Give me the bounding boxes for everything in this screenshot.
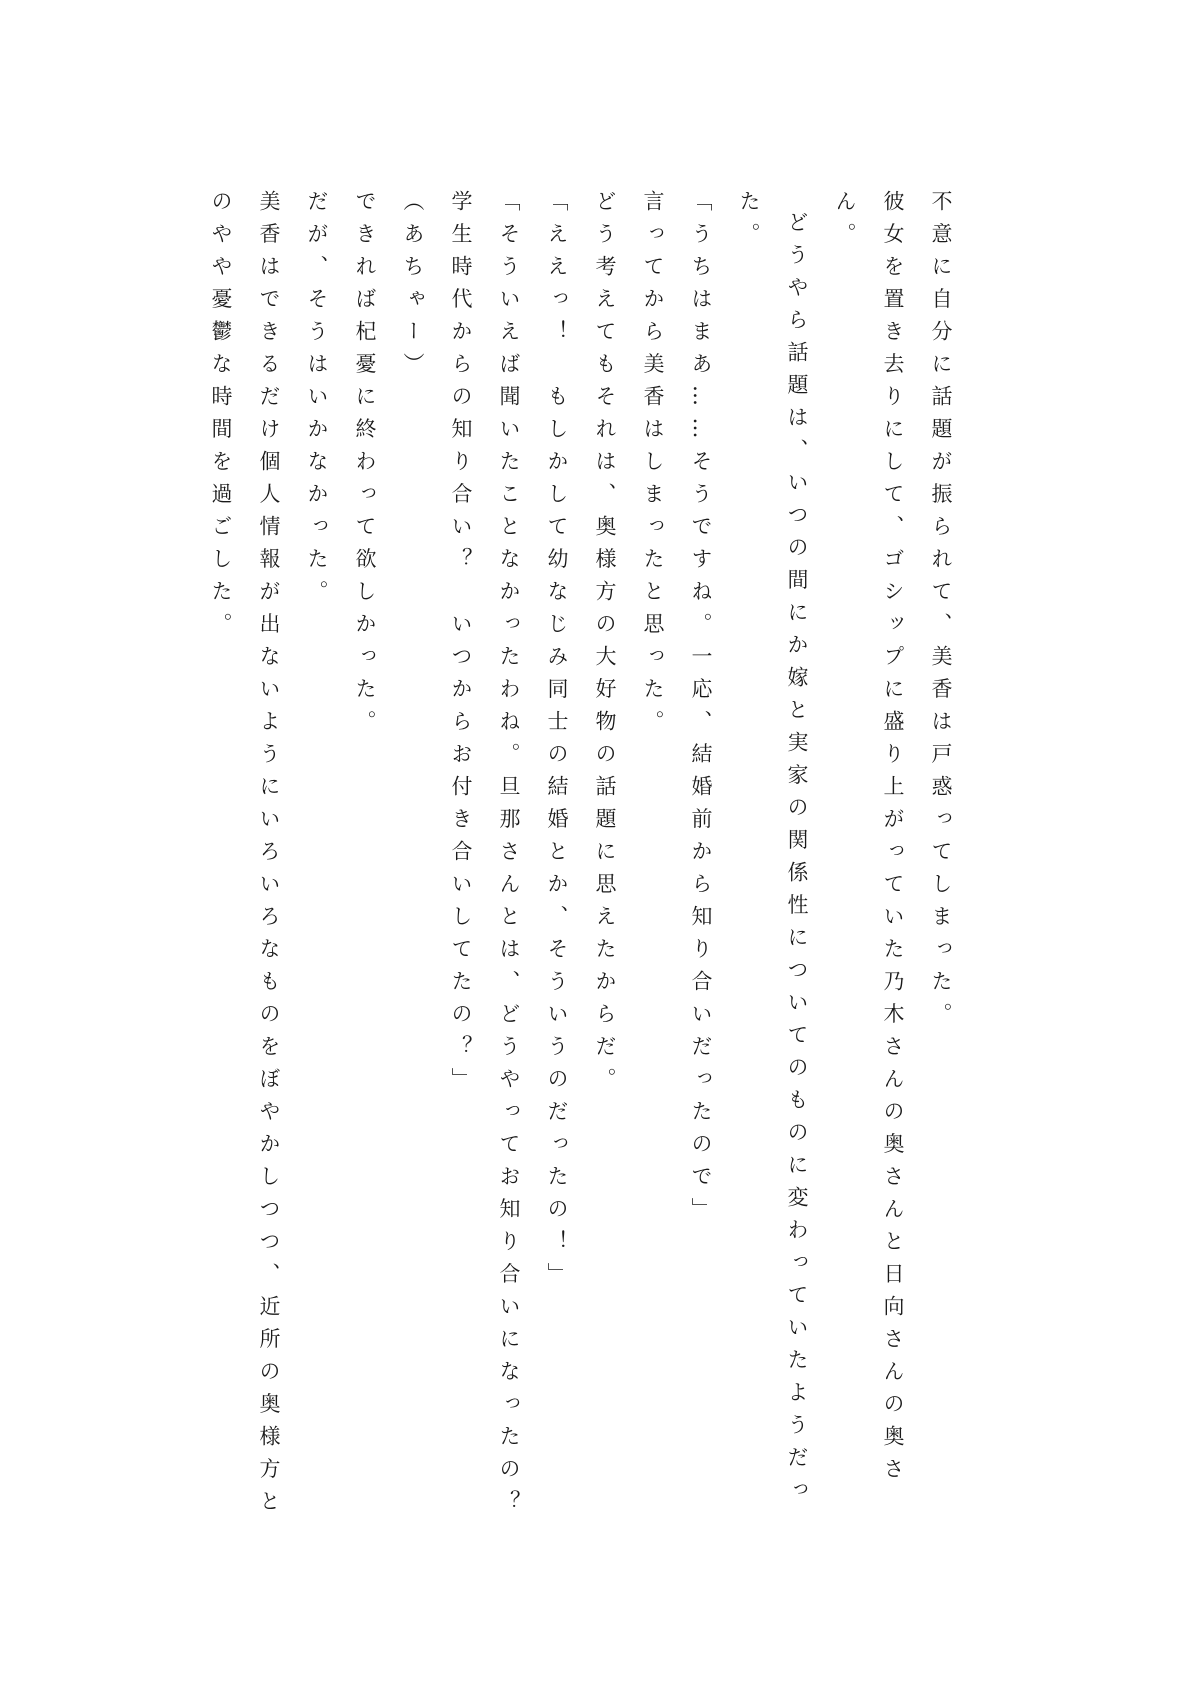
- paragraph-2: 彼女を置き去りにして、ゴシップに盛り上がっていた乃木さんの奥さんと日向さんの奥さん。: [833, 190, 905, 1490]
- paragraph-3: どうやら話題は、いつの間にか嫁と実家の関係性についてのものに変わっていたようだった。: [737, 190, 809, 1511]
- paragraph-10: できれば杞憂に終わって欲しかった。: [353, 190, 377, 743]
- paragraph-4: 「うちはまあ……そうですね。一応、結婚前から知り合いだったので」: [689, 190, 713, 1230]
- paragraph-7: 「ええっ！ もしかして幼なじみ同士の結婚とか、そういうのだったの！」: [545, 190, 569, 1295]
- paragraph-12: 美香はできるだけ個人情報が出ないようにいろいろなものをぼやかしつつ、近所の奥様方とのやや憂鬱な時間を過ごした。: [209, 190, 281, 1523]
- paragraph-6: どう考えてもそれは、奥様方の大好物の話題に思えたからだ。: [593, 190, 617, 1100]
- paragraph-1: 不意に自分に話題が振られて、美香は戸惑ってしまった。: [929, 190, 953, 1035]
- paragraph-9: （あちゃー）: [401, 190, 425, 385]
- vertical-text-body: [209, 190, 965, 1555]
- paragraph-5: 言ってから美香はしまったと思った。: [641, 190, 665, 743]
- paragraph-8: 「そういえば聞いたことなかったわね。旦那さんとは、どうやってお知り合いになったの？ 学生時代からの知り合い？ いつからお付き合いしてたの？」: [449, 190, 521, 1555]
- paragraph-11: だが、そうはいかなかった。: [305, 190, 329, 613]
